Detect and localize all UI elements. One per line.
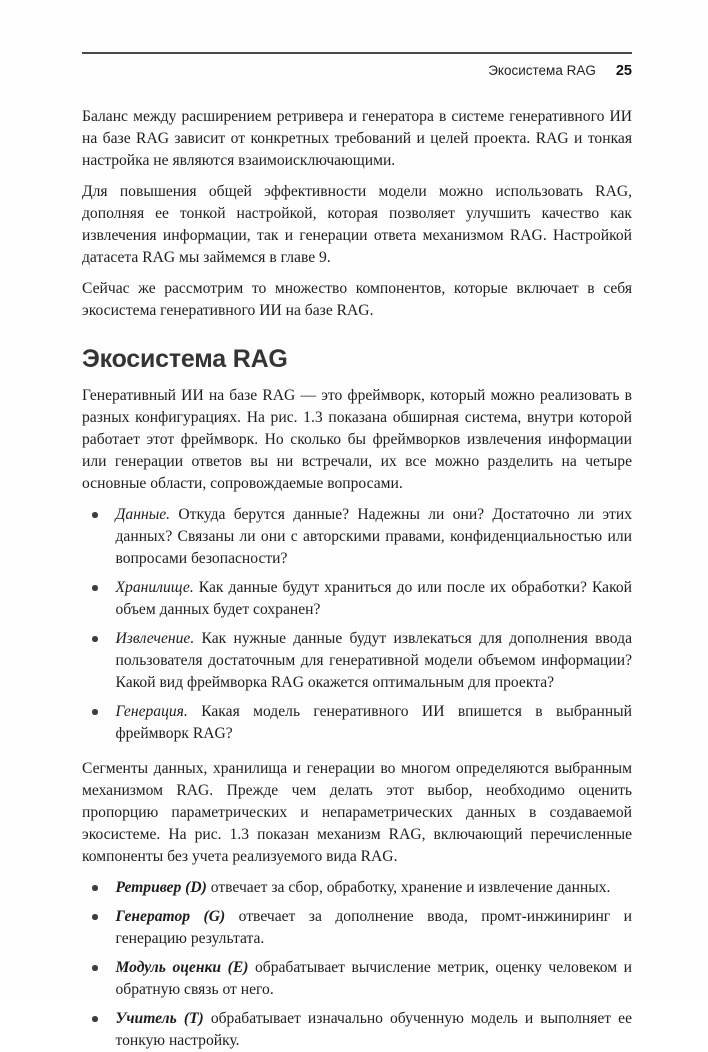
list-term: Извлечение. — [115, 630, 195, 647]
page-header — [82, 52, 632, 79]
list-text: обрабатывает вычисление метрик, оценку человеком и обратную связь от него. — [115, 959, 633, 998]
list-text: Откуда берутся данные? Надежны ли они? Достаточно ли этих данных? Связаны ли они с авторскими правами, конфиденциальностью или вопросами безопасности? — [115, 506, 632, 567]
bullet-icon — [92, 914, 98, 920]
list-item — [82, 877, 632, 899]
list-item — [82, 906, 632, 950]
page-number: 25 — [615, 63, 632, 79]
list-term: Ретривер (D) — [115, 879, 207, 896]
paragraph-framework-lead: Генеративный ИИ на базе RAG — это фреймворк, который можно реализовать в разных конфигурациях. На рис. 1.3 показана обширная система, внутри которой работает этот фреймворк. Но сколько бы фреймворков извлечения информации или генерации ответов вы ни встречали, их все можно разделить на четыре основные области, сопровождаемые вопросами. — [82, 387, 632, 492]
components-list — [82, 877, 632, 1052]
list-item-body — [116, 628, 633, 694]
list-item-body — [116, 577, 633, 621]
list-item-body — [116, 701, 633, 745]
list-item — [82, 577, 632, 621]
page-body — [82, 106, 632, 1052]
bullet-icon — [92, 885, 98, 891]
list-term: Хранилище. — [115, 579, 194, 596]
list-item — [82, 701, 632, 745]
list-text: отвечает за дополнение ввода, промт-инжиниринг и генерацию результата. — [115, 908, 632, 947]
list-item — [82, 957, 632, 1001]
bullet-icon — [92, 512, 98, 518]
header-rule — [82, 52, 632, 54]
bullet-icon — [92, 709, 98, 715]
paragraph-components-intro: Сейчас же рассмотрим то множество компонентов, которые включает в себя экосистема генеративного ИИ на базе RAG. — [82, 280, 632, 319]
questions-list — [82, 504, 632, 745]
list-term: Генерация. — [115, 703, 188, 720]
bullet-icon — [92, 585, 98, 591]
list-term: Данные. — [115, 506, 171, 523]
list-item-body — [116, 906, 633, 950]
section-heading: Экосистема RAG — [82, 345, 288, 373]
list-term: Генератор (G) — [115, 908, 226, 925]
running-head-row — [82, 63, 632, 79]
bullet-icon — [92, 1016, 98, 1022]
list-text: Как данные будут храниться до или после их обработки? Какой объем данных будет сохранен? — [115, 579, 632, 618]
paragraph-balance: Баланс между расширением ретривера и генератора в системе генеративного ИИ на базе RAG зависит от конкретных требований и целей проекта. RAG и тонкая настройка не являются взаимоисключающими. — [82, 108, 632, 169]
list-text: обрабатывает изначально обученную модель и выполняет ее тонкую настройку. — [115, 1010, 633, 1049]
list-text: Как нужные данные будут извлекаться для дополнения ввода пользователя достаточным для генеративной модели объемом информации? Какой вид фреймворка RAG окажется оптимальным для проекта? — [115, 630, 632, 691]
list-text: Какая модель генеративного ИИ впишется в выбранный фреймворк RAG? — [115, 703, 632, 742]
list-term: Учитель (T) — [115, 1010, 204, 1027]
bullet-icon — [92, 965, 98, 971]
list-item-body — [116, 504, 633, 570]
list-item-body — [116, 957, 633, 1001]
list-term: Модуль оценки (E) — [115, 959, 249, 976]
paragraph-fine-tuning: Для повышения общей эффективности модели можно использовать RAG, дополняя ее тонкой настройкой, которая позволяет улучшить качество как извлечения информации, так и генерации ответа механизмом RAG. Настройкой датасета RAG мы займемся в главе 9. — [82, 183, 632, 266]
list-item-body — [116, 877, 633, 899]
list-item-body — [116, 1008, 633, 1052]
running-head-title: Экосистема RAG — [488, 63, 596, 78]
bullet-icon — [92, 636, 98, 642]
paragraph-segments: Сегменты данных, хранилища и генерации во многом определяются выбранным механизмом RAG. Прежде чем делать этот выбор, необходимо оценить пропорцию параметрических и непараметрических данных в создаваемой экосистеме. На рис. 1.3 показан механизм RAG, включающий перечисленные компоненты без учета реализуемого вида RAG. — [82, 760, 632, 865]
list-item — [82, 628, 632, 694]
list-item — [82, 504, 632, 570]
list-text: отвечает за сбор, обработку, хранение и извлечение данных. — [210, 879, 611, 896]
list-item — [82, 1008, 632, 1052]
